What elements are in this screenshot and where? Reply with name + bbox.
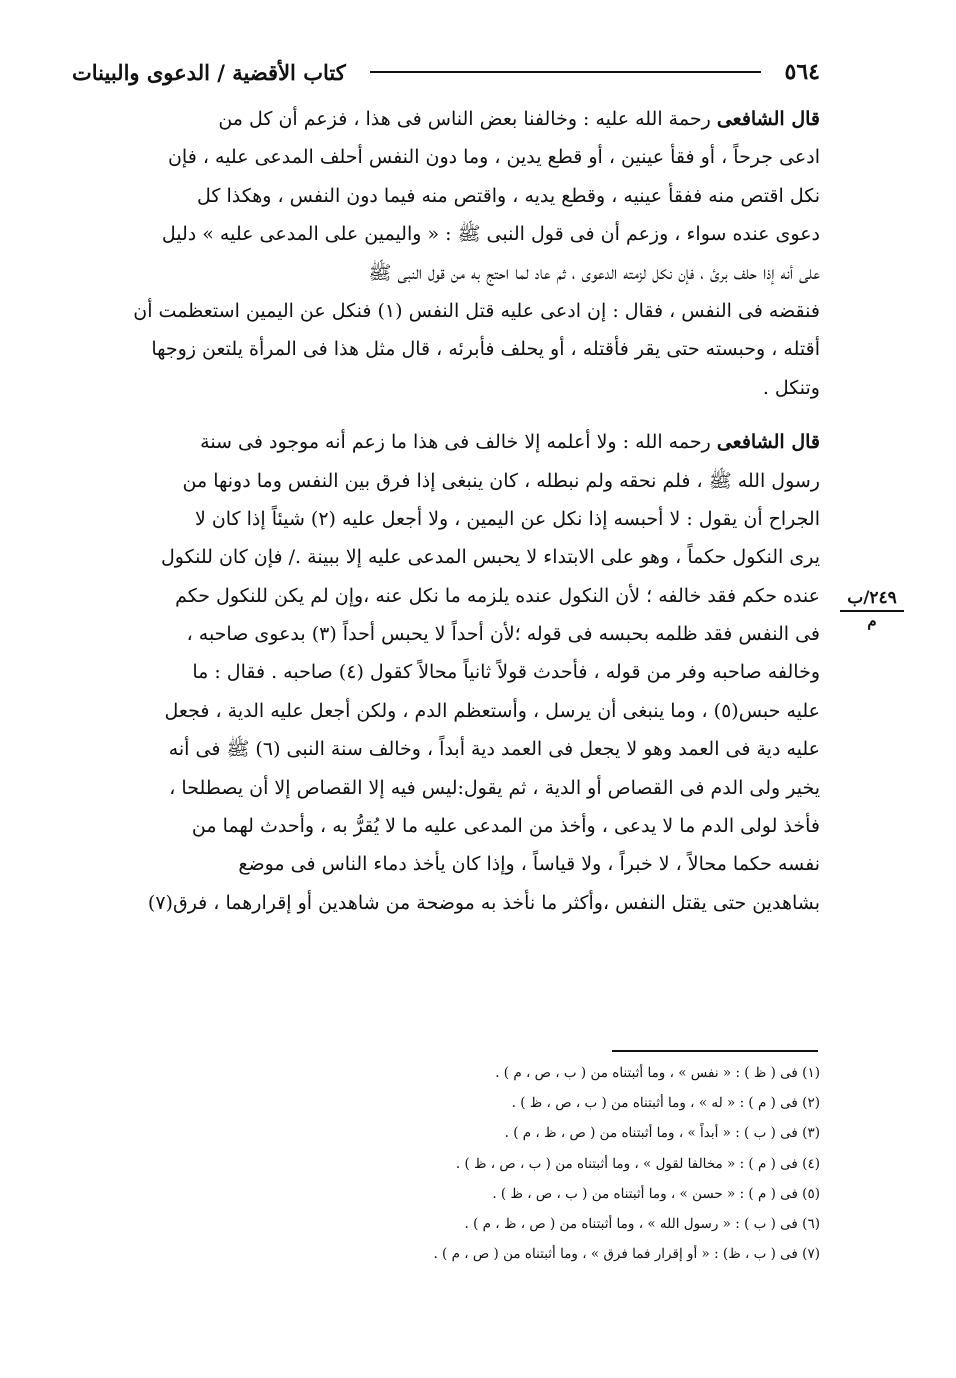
text-line: ادعى جرحاً ، أو فقأ عينين ، أو قطع يدين ، وما دون النفس أحلف المدعى عليه ، فإن — [167, 146, 820, 169]
footnote: (٤) فى ( م ) : « مخالفا لقول » ، وما أثبتناه من ( ب ، ص ، ظ ) . — [455, 1155, 820, 1172]
manuscript-siglum: م — [867, 612, 877, 630]
text-line: فنقضه فى النفس ، فقال : إن ادعى عليه قتل النفس (١) فنكل عن اليمين استعظمت أن — [133, 299, 820, 322]
book-title: كتاب الأقضية / الدعوى والبينات — [72, 59, 346, 85]
text-line: نكل اقتص منه ففقأ عينيه ، وقطع يديه ، واقتص منه فيما دون النفس ، وهكذا كل — [196, 184, 820, 207]
header-rule — [370, 71, 761, 73]
text-line: على أنه إذا حلف برئ ، فإن نكل لزمته الدعوى ، ثم عاد لما احتج به من قول النبى ﷺ — [368, 261, 820, 284]
text-line: يخير ولى الدم فى القصاص أو الدية ، ثم يقول:ليس فيه إلا القصاص إلا أن يصطلحا ، — [169, 776, 820, 799]
footnote: (٦) فى ( ب ) : « رسول الله » ، وما أثبتناه من ( ص ، ظ ، م ) . — [464, 1216, 820, 1233]
text-line: رسول الله ﷺ ، فلم نحقه ولم نبطله ، كان ينبغى إذا فرق بين النفس وما دونها من — [182, 469, 820, 492]
speaker-name: قال الشافعى — [716, 431, 820, 454]
text-line: نفسه حكما محالاً ، لا خبراً ، ولا قياساً ، وإذا كان يأخذ دماء الناس فى موضع — [238, 853, 820, 876]
text-line — [68, 100, 820, 138]
text-line: وتنكل . — [762, 376, 820, 399]
text-line: دعوى عنده سواء ، وزعم أن فى قول النبى ﷺ : « واليمين على المدعى عليه » دليل — [161, 223, 820, 246]
page-number: ٥٦٤ — [784, 59, 820, 85]
text-line: يرى النكول حكماً ، وهو على الابتداء لا يحبس المدعى عليه إلا ببينة ./ فإن كان للنكول — [161, 546, 820, 569]
footnote: (٥) فى ( م ) : « حسن » ، وما أثبتناه من ( ب ، ص ، ظ ) . — [492, 1185, 820, 1202]
line-text: رحمة الله عليه : وخالفنا بعض الناس فى هذا ، فزعم أن كل من — [218, 108, 711, 130]
text-line: وخالفه صاحبه وفر من قوله ، فأحدث قولاً ثانياً محالاً كقول (٤) صاحبه . فقال : ما — [192, 661, 820, 684]
line-text: رحمه الله : ولا أعلمه إلا خالف فى هذا ما زعم أنه موجود فى سنة — [200, 431, 711, 454]
text-line: فى النفس فقد ظلمه بحبسه فى قوله ؛لأن أحداً لا يحبس أحداً (٣) بدعوى صاحبه ، — [186, 623, 820, 646]
text-line — [68, 423, 820, 461]
footnote-divider — [612, 1050, 818, 1052]
text-line: عليه دية فى العمد وهو لا يجعل فى العمد دية أبداً ، وخالف سنة النبى (٦) ﷺ فى أنه — [168, 738, 820, 761]
text-line: الجراح أن يقول : لا أحبسه إذا نكل عن اليمين ، ولا أجعل عليه (٢) شيئاً إذا كان لا — [194, 507, 820, 530]
text-line: عنده حكم فقد خالفه ؛ لأن النكول عنده يلزمه ما نكل عنه ،وإن لم يكن للنكول حكم — [175, 584, 820, 607]
footnote: (٧) فى ( ب ، ظ) : « أو إقرار فما فرق » ، وما أثبتناه من ( ص ، م ) . — [433, 1246, 820, 1263]
paragraph — [68, 100, 820, 407]
paragraph — [68, 423, 820, 922]
footnote: (١) فى ( ظ ) : « نفس » ، وما أثبتناه من ( ب ، ص ، م ) . — [495, 1065, 820, 1081]
text-line: أقتله ، وحبسته حتى يقر فأقتله ، أو يحلف فأبرئه ، قال مثل هذا فى المرأة يلتعن زوجها — [151, 338, 820, 361]
text-line: عليه حبس(٥) ، وما ينبغى أن يرسل ، وأستعظم الدم ، ولكن أجعل عليه الدية ، فجعل — [164, 699, 820, 722]
footnotes — [300, 1058, 820, 1269]
running-header — [72, 52, 820, 92]
footnote: (٢) فى ( م ) : « له » ، وما أثبتناه من ( ب ، ص ، ظ ) . — [511, 1095, 820, 1112]
speaker-name: قال الشافعى — [716, 108, 820, 130]
main-text — [68, 100, 820, 922]
footnote: (٣) فى ( ب ) : « أبداً » ، وما أثبتناه من ( ص ، ظ ، م ) . — [504, 1125, 820, 1142]
manuscript-folio-note — [840, 588, 904, 630]
text-line: فأخذ لولى الدم ما لا يدعى ، وأخذ من المدعى عليه ما لا يُقرُّ به ، وأحدث لهما من — [191, 815, 820, 838]
text-line: بشاهدين حتى يقتل النفس ،وأكثر ما نأخذ به موضحة من شاهدين أو إقرارهما ، فرق(٧) — [147, 891, 820, 914]
folio-reference: ٢٤٩/ب — [840, 588, 904, 612]
